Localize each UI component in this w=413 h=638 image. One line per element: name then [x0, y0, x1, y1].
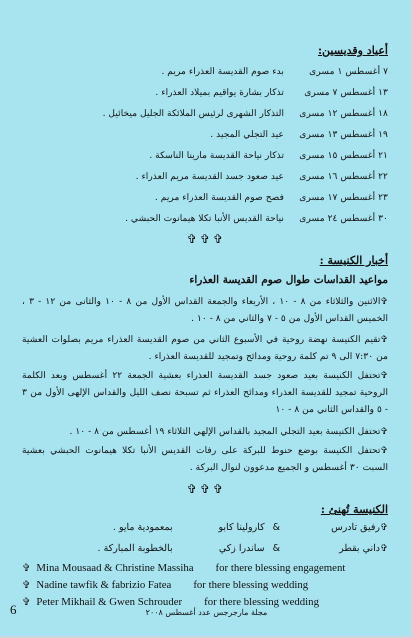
news-paragraph: ✞تقيم الكنيسة نهضة روحية في الأسبوع الثاني من صوم القديسة العذراء مريم بصلوات العشية من ٧:٣٠ الى ٩ تم كلمة روحية ومدائح وتمجيد للقديسة العذراء .	[22, 334, 388, 362]
feast-desc: عيد صعود جسد القديسة مريم العذراء .	[135, 171, 284, 182]
feast-desc: تذكار بشارة يواقيم بميلاد العذراء .	[155, 87, 284, 98]
feast-date: ٢٣ أغسطس ١٧ مسرى	[299, 192, 388, 203]
feast-date: ٣٠ أغسطس ٢٤ مسرى	[299, 213, 388, 224]
thanks-row: ✞داني بقطر&ساندرا زكيبالخطوبة المباركة .	[97, 543, 388, 554]
feast-date: ١٣ أغسطس ٧ مسرى	[304, 87, 388, 98]
page-number: 6	[10, 602, 17, 617]
cross-icon: ✞	[380, 427, 388, 437]
news-subtitle: مواعيد القداسات طوال صوم القديسة العذراء	[189, 274, 388, 286]
cross-icon: ✞	[380, 371, 388, 381]
feast-desc: بدء صوم القديسة العذراء مريم .	[161, 66, 284, 77]
feast-desc: عيد التجلي المجيد .	[210, 129, 284, 140]
cross-icon: ✞	[380, 446, 388, 456]
thanks-occasion: بمعمودية مايو .	[112, 522, 173, 533]
english-thanks-line: ✞ Peter Mikhail & Gwen Schrouder for there blessing wedding	[22, 596, 319, 608]
english-thanks-line: ✞ Nadine tawfik & fabrizio Fatea for there blessing wedding	[22, 579, 309, 591]
feast-desc: التذكار الشهرى لرئيس الملائكة الجليل ميخائيل .	[102, 108, 284, 119]
feast-desc: نياحة القديس الأنبا تكلا هيمانوت الحبشي .	[125, 213, 284, 224]
news-paragraph: ✞تحتفل الكنيسة بوضع حنوط للبركة على رفات القديس الأنبا تكلا هيمانوت الحبشي بعشية السبت ٣٠ أغسطس و الجميع مدعوون لنوال البركة .	[22, 445, 388, 473]
news-paragraph: ✞تحتفل الكنيسة بعيد التجلي المجيد بالقداس الإلهي الثلاثاء ١٩ أغسطس من ٨ - ١٠ .	[69, 426, 388, 437]
cross-icon: ✞	[22, 597, 31, 608]
thanks-name1: رفيق تادرس	[331, 522, 381, 533]
cross-divider: ✞✞✞	[186, 232, 227, 246]
feast-desc: تذكار نياحة القديسة مارينا الناسكة .	[149, 150, 284, 161]
news-title: أخبار الكنيسة :	[319, 254, 388, 267]
feast-desc: فصح صوم القديسة العذراء مريم .	[154, 192, 284, 203]
cross-icon: ✞	[22, 563, 31, 574]
english-thanks-line: ✞ Mina Mousaad & Christine Massiha for there blessing engagement	[22, 562, 346, 574]
feast-item	[28, 87, 388, 99]
thanks-row: ✞رفيق تادرس&كارولينا كابوبمعمودية مايو .	[112, 522, 388, 533]
feasts-title: أعياد وقديسين:	[318, 44, 388, 57]
cross-icon: ✞	[380, 297, 388, 307]
footer-caption: مجلة مارجرجس عدد أغسطس ٢٠٠٨	[145, 608, 268, 617]
feast-date: ٢٢ أغسطس ١٦ مسرى	[299, 171, 388, 182]
feast-date: ٧ أغسطس ١ مسرى	[309, 66, 388, 77]
feast-item	[28, 171, 388, 183]
news-paragraph: ✞تحتفل الكنيسة بعيد صعود جسد القديسة العذراء بعشية الجمعة ٢٢ أغسطس وبعد الكلمة الروحية تمجيد للقديسة العذراء ومدائح العذراء ثم تسبحة نصف الليل والقداس الإلهى الأول من ٣ - ٥ والقداس الثاني من ٨ - ١٠	[22, 370, 388, 415]
thanks-name2: كارولينا كابو	[218, 522, 265, 533]
feast-item	[28, 66, 388, 78]
thanks-name2: ساندرا زكي	[218, 543, 265, 554]
cross-divider: ✞✞✞	[186, 482, 227, 496]
cross-icon: ✞	[380, 543, 388, 554]
cross-icon: ✞	[380, 335, 388, 345]
cross-icon: ✞	[22, 580, 31, 591]
feast-item	[28, 192, 388, 204]
thanks-name1: داني بقطر	[339, 543, 381, 554]
feast-item	[28, 150, 388, 162]
feast-item	[28, 108, 388, 120]
thanks-occasion: بالخطوبة المباركة .	[97, 543, 173, 554]
news-paragraph: ✞الاثنين والثلاثاء من ٨ - ١٠ ، الأربعاء والجمعة القداس الأول من ٨ - ١٠ والثانى من ١٢ - ٣ ، الخميس القداس الأول من ٥ - ٧ والثاني من ٨ - ١٠ .	[22, 296, 388, 324]
feast-date: ٢١ أغسطس ١٥ مسرى	[299, 150, 388, 161]
feast-date: ١٩ أغسطس ١٣ مسرى	[299, 129, 388, 140]
cross-icon: ✞	[380, 522, 388, 533]
feast-date: ١٨ أغسطس ١٢ مسرى	[299, 108, 388, 119]
feast-item	[28, 213, 388, 225]
feast-item	[28, 129, 388, 141]
thanks-title: الكنيسة تُهنئ :	[320, 503, 388, 516]
